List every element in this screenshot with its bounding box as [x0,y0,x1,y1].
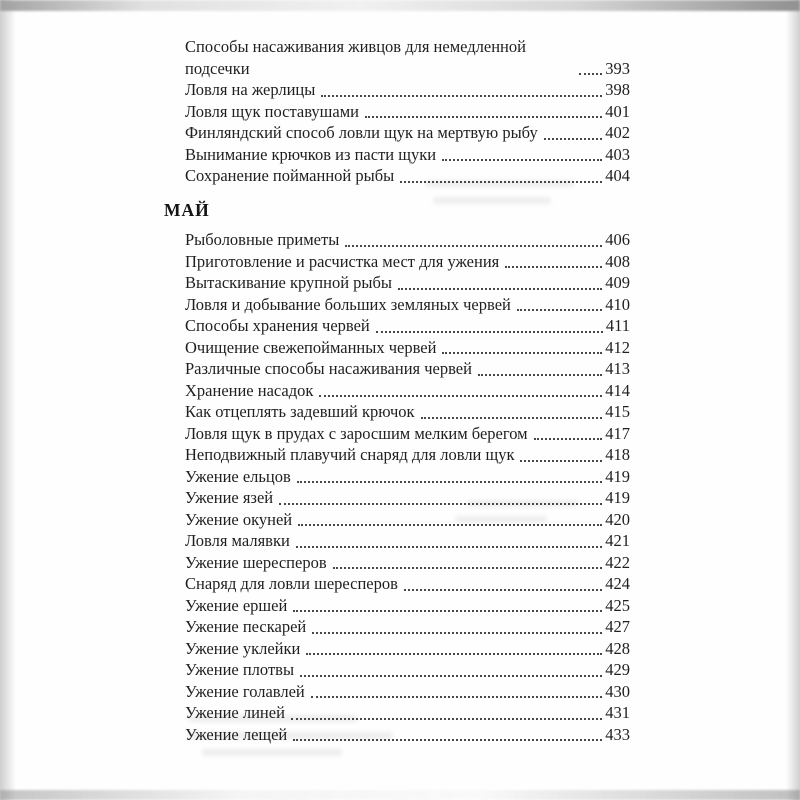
toc-entry-title: Рыболовные приметы [185,230,340,249]
toc-entry [185,487,630,509]
toc-entry [185,79,630,101]
toc-entry-page: 410 [605,294,630,314]
toc-entry [185,509,630,531]
toc-entry-page: 411 [605,316,630,335]
toc-entry [185,444,630,466]
toc-entry [185,595,630,617]
section-heading: МАЙ [164,199,210,220]
toc-entry-title: Ловля щук поставушами [185,101,359,121]
toc-entry-page: 393 [605,58,630,78]
toc-entry-title: Сохранение пойманной рыбы [185,166,395,185]
toc-entry [185,122,630,144]
dot-leader [297,481,602,483]
toc-entry-page: 398 [605,80,630,99]
dot-leader [505,266,602,268]
toc-entry-title: Приготовление и расчистка мест для ужения [185,251,500,271]
toc-entry-title: Различные способы насаживания червей [185,359,472,378]
toc-entry-title: Ловля малявки [185,531,290,550]
dot-leader [311,696,602,698]
dot-leader [291,718,602,720]
toc-entry-page: 401 [605,101,630,121]
toc-entry [185,101,630,123]
toc-entry [185,616,630,638]
toc-entry [185,401,630,423]
toc-entry-title: Ужение ершей [185,595,288,615]
toc-entry-title: Ужение окуней [185,509,293,529]
toc-entry-page: 402 [605,123,630,142]
toc-entry-page: 418 [605,445,630,464]
toc-entry [185,530,630,552]
dot-leader [345,245,602,247]
toc-entry-page: 427 [605,617,630,636]
photo-edge-top [0,0,800,11]
dot-leader [293,610,602,612]
dot-leader [298,524,602,526]
toc-entry-page: 419 [605,488,630,507]
toc-entry-page: 406 [605,230,630,249]
toc-entry-page: 429 [605,660,630,679]
toc-entry-title: Ловля на жерлицы [185,80,316,99]
dot-leader [376,331,603,333]
dot-leader [398,288,602,290]
dot-leader [333,567,603,569]
toc-entry [185,659,630,681]
toc-entry-title: Ужение язей [185,488,274,507]
toc-entry [185,423,630,445]
dot-leader [579,73,602,75]
dot-leader [442,159,602,161]
toc-entry [185,724,630,746]
toc-entry-page: 412 [605,337,630,357]
toc-entry-title: Вытаскивание крупной рыбы [185,273,392,292]
toc-entry-title: Ловля щук в прудах с заросшим мелким берегом [185,423,528,443]
dot-leader [400,181,602,183]
toc-entry [185,36,630,79]
toc-entry [185,272,630,294]
toc-entry [185,294,630,316]
toc-entry-page: 428 [605,638,630,658]
dot-leader [442,352,602,354]
toc-entry-title: Ужение лещей [185,724,288,744]
photo-edge-bottom [0,790,800,800]
toc-entry-title: Ужение пескарей [185,617,307,636]
toc-entry-page: 413 [605,359,630,378]
toc-entry-page: 421 [605,531,630,550]
toc-entry [185,165,630,187]
toc-entry [185,681,630,703]
toc-entry-title: Снаряд для ловли шересперов [185,574,398,593]
dot-leader [319,395,602,397]
dot-leader [306,653,602,655]
toc-entry [185,702,630,724]
toc-entry-page: 431 [605,703,630,722]
table-of-contents [164,36,630,745]
dot-leader [296,546,602,548]
photo-edge-right [786,0,800,800]
dot-leader [293,739,602,741]
toc-entry [185,380,630,402]
toc-entry-title: Ужение голавлей [185,681,305,701]
dot-leader [312,632,602,634]
dot-leader [421,417,603,419]
toc-entry-page: 404 [605,166,630,185]
toc-entry-title: Ужение линей [185,703,285,722]
toc-entry-page: 420 [605,509,630,529]
toc-entry [185,251,630,273]
toc-entry-page: 422 [605,552,630,572]
dot-leader [517,309,602,311]
dot-leader [478,374,602,376]
toc-entry-page: 409 [605,273,630,292]
toc-entry-page: 433 [605,724,630,744]
toc-entry [185,229,630,251]
dot-leader [544,138,603,140]
dot-leader [365,116,602,118]
toc-entry-page: 417 [605,423,630,443]
toc-entry-page: 419 [605,466,630,486]
toc-entry-page: 424 [605,574,630,593]
toc-entry-title: Способы насаживания живцов для немедленной подсечки [185,37,526,78]
toc-entry-title: Хранение насадок [185,380,314,400]
toc-entry [185,552,630,574]
dot-leader [520,460,602,462]
toc-entry-title: Неподвижный плавучий снаряд для ловли щук [185,445,515,464]
toc-entry-title: Ужение шересперов [185,552,327,572]
dot-leader [300,675,602,677]
toc-entry-title: Вынимание крючков из пасти щуки [185,144,437,164]
showthrough-artifact [202,749,342,756]
toc-entry [185,638,630,660]
toc-entry-title: Ловля и добывание больших земляных червей [185,294,511,314]
dot-leader [534,438,603,440]
toc-entry-page: 425 [605,595,630,615]
toc-entry-title: Как отцеплять задевший крючок [185,402,415,421]
toc-entry-title: Способы хранения червей [185,316,370,335]
toc-entry-title: Ужение уклейки [185,638,301,658]
toc-entry-title: Ужение ельцов [185,466,291,486]
toc-entry [185,337,630,359]
toc-entry-title: Ужение плотвы [185,660,295,679]
toc-entry-page: 403 [605,144,630,164]
toc-entry-page: 414 [605,380,630,400]
toc-entry [185,358,630,380]
toc-entry-page: 415 [605,402,630,421]
toc-entry-title: Финляндский способ ловли щук на мертвую рыбу [185,123,538,142]
toc-entry-page: 430 [605,681,630,701]
dot-leader [279,503,602,505]
dot-leader [321,95,602,97]
toc-entry-title: Очищение свежепойманных червей [185,337,437,357]
toc-entry-page: 408 [605,251,630,271]
toc-entry [185,315,630,337]
photo-edge-left [0,0,16,800]
dot-leader [404,589,602,591]
toc-entry [185,573,630,595]
toc-entry [185,466,630,488]
toc-entry [185,144,630,166]
